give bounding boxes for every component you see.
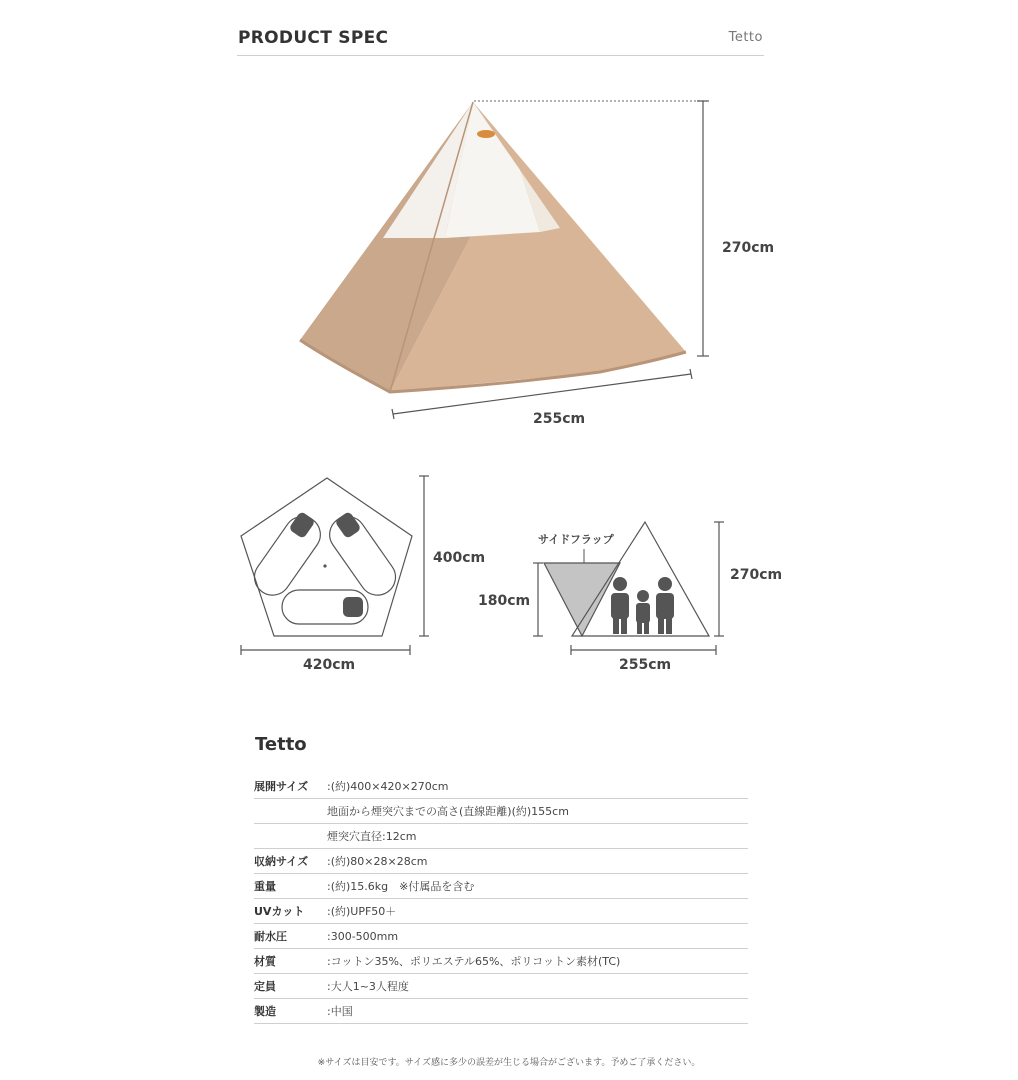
flap-height-label: 180cm	[478, 593, 531, 609]
side-width-label: 255cm	[619, 657, 672, 673]
table-row	[254, 974, 748, 999]
page-title: PRODUCT SPEC	[238, 28, 389, 48]
spec-key: UVカット	[254, 899, 327, 924]
floor-plan	[241, 476, 429, 655]
table-row	[254, 799, 748, 824]
spec-key: 製造	[254, 999, 327, 1024]
table-row	[254, 874, 748, 899]
tent-photo	[300, 102, 686, 392]
spec-key	[254, 824, 327, 849]
side-flap-label: サイドフラップ	[538, 533, 614, 546]
floor-width-label: 420cm	[303, 657, 356, 673]
spec-key	[254, 799, 327, 824]
footnote: ※サイズは目安です。サイズ感に多少の誤差が生じる場合がございます。予めご了承ください。	[317, 1058, 701, 1068]
spec-key: 収納サイズ	[254, 849, 327, 874]
spec-value: :コットン35%、ポリエステル65%、ポリコットン素材(TC)	[327, 949, 748, 974]
table-row	[254, 949, 748, 974]
table-row	[254, 849, 748, 874]
tent-height-label: 270cm	[722, 240, 775, 256]
spec-key: 定員	[254, 974, 327, 999]
side-height-label: 270cm	[730, 567, 783, 583]
pillow	[343, 597, 363, 617]
spec-table	[254, 774, 748, 1024]
spec-value: :中国	[327, 999, 748, 1024]
table-row	[254, 824, 748, 849]
spec-title: Tetto	[255, 734, 307, 755]
table-row	[254, 924, 748, 949]
spec-value: 地面から煙突穴までの高さ(直線距離)(約)155cm	[327, 799, 748, 824]
table-row	[254, 774, 748, 799]
tent-width-label: 255cm	[533, 411, 586, 427]
spec-value: :(約)400×420×270cm	[327, 774, 748, 799]
side-flap	[544, 563, 620, 636]
spec-value: 煙突穴直径:12cm	[327, 824, 748, 849]
spec-value: :(約)80×28×28cm	[327, 849, 748, 874]
spec-key: 重量	[254, 874, 327, 899]
spec-value: :300-500mm	[327, 924, 748, 949]
spec-key: 展開サイズ	[254, 774, 327, 799]
brand-name: Tetto	[728, 30, 763, 45]
table-row	[254, 899, 748, 924]
table-row	[254, 999, 748, 1024]
floor-depth-label: 400cm	[433, 550, 486, 566]
spec-value: :(約)UPF50＋	[327, 899, 748, 924]
spec-value: :(約)15.6kg ※付属品を含む	[327, 874, 748, 899]
spec-value: :大人1~3人程度	[327, 974, 748, 999]
spec-key: 耐水圧	[254, 924, 327, 949]
spec-key: 材質	[254, 949, 327, 974]
people-icon	[611, 577, 674, 634]
chimney-ring	[477, 130, 495, 138]
